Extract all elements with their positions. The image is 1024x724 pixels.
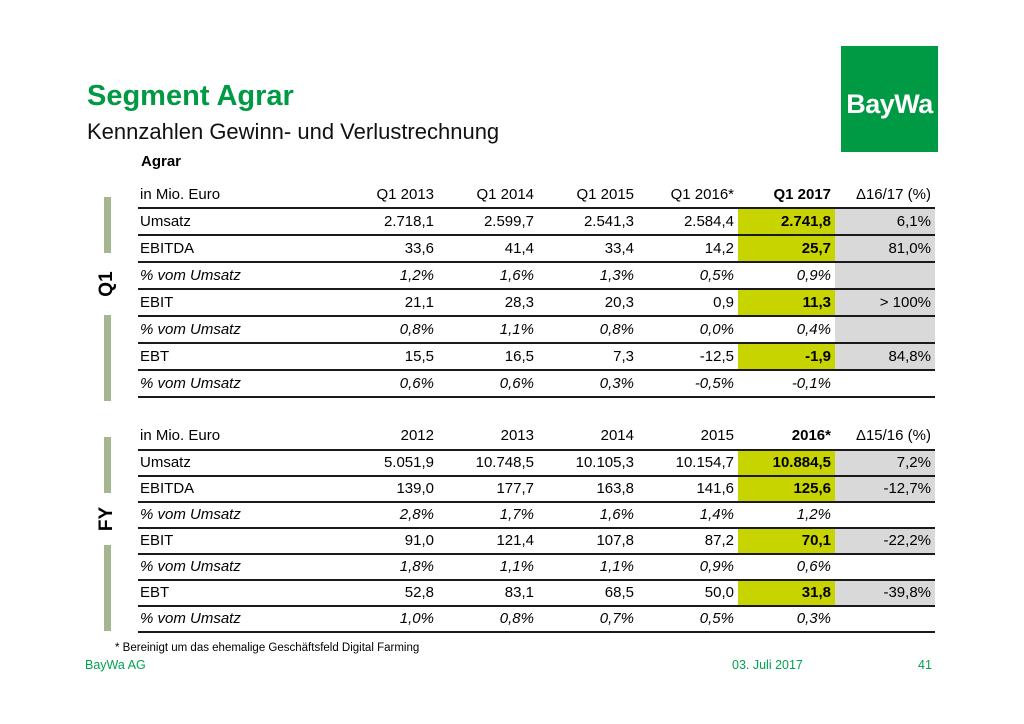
column-header: in Mio. Euro bbox=[138, 424, 338, 450]
table-row bbox=[138, 289, 935, 316]
value-cell: 10.154,7 bbox=[638, 450, 738, 476]
value-cell: 15,5 bbox=[338, 343, 438, 370]
delta-cell: 84,8% bbox=[835, 343, 935, 370]
value-cell: 0,3% bbox=[738, 606, 835, 632]
value-cell: 0,6% bbox=[438, 370, 538, 397]
row-label: % vom Umsatz bbox=[138, 606, 338, 632]
value-cell: 1,1% bbox=[538, 554, 638, 580]
fy-rail-bar-top bbox=[104, 437, 111, 493]
value-cell: 33,6 bbox=[338, 235, 438, 262]
value-cell: 0,5% bbox=[638, 262, 738, 289]
value-cell: 1,7% bbox=[438, 502, 538, 528]
column-header: Q1 2016* bbox=[638, 184, 738, 208]
footer-date: 03. Juli 2017 bbox=[732, 658, 803, 672]
header-row bbox=[138, 184, 935, 208]
value-cell: 10.748,5 bbox=[438, 450, 538, 476]
table-row bbox=[138, 528, 935, 554]
row-label: Umsatz bbox=[138, 450, 338, 476]
value-cell: 70,1 bbox=[738, 528, 835, 554]
value-cell: 0,7% bbox=[538, 606, 638, 632]
delta-cell: 81,0% bbox=[835, 235, 935, 262]
table-row bbox=[138, 554, 935, 580]
row-label: EBT bbox=[138, 343, 338, 370]
delta-cell bbox=[835, 554, 935, 580]
value-cell: 1,6% bbox=[438, 262, 538, 289]
value-cell: -12,5 bbox=[638, 343, 738, 370]
delta-cell: 6,1% bbox=[835, 208, 935, 235]
page-subtitle: Kennzahlen Gewinn- und Verlustrechnung bbox=[87, 119, 500, 144]
value-cell: 14,2 bbox=[638, 235, 738, 262]
value-cell: 68,5 bbox=[538, 580, 638, 606]
value-cell: 0,4% bbox=[738, 316, 835, 343]
q1-section-label: Q1 bbox=[96, 271, 117, 297]
value-cell: -0,5% bbox=[638, 370, 738, 397]
value-cell: 33,4 bbox=[538, 235, 638, 262]
value-cell: 10.884,5 bbox=[738, 450, 835, 476]
row-label: EBIT bbox=[138, 528, 338, 554]
value-cell: 7,3 bbox=[538, 343, 638, 370]
footer-page-number: 41 bbox=[918, 658, 932, 672]
table-row bbox=[138, 476, 935, 502]
value-cell: 2.599,7 bbox=[438, 208, 538, 235]
value-cell: 28,3 bbox=[438, 289, 538, 316]
value-cell: -1,9 bbox=[738, 343, 835, 370]
delta-cell bbox=[835, 502, 935, 528]
column-header: Δ15/16 (%) bbox=[835, 424, 935, 450]
baywa-logo bbox=[841, 46, 938, 152]
header-row bbox=[138, 424, 935, 450]
footer-company: BayWa AG bbox=[85, 658, 146, 672]
delta-cell bbox=[835, 316, 935, 343]
value-cell: 20,3 bbox=[538, 289, 638, 316]
value-cell: 141,6 bbox=[638, 476, 738, 502]
value-cell: 2.741,8 bbox=[738, 208, 835, 235]
row-label: % vom Umsatz bbox=[138, 262, 338, 289]
table-row bbox=[138, 316, 935, 343]
delta-cell bbox=[835, 262, 935, 289]
value-cell: 10.105,3 bbox=[538, 450, 638, 476]
value-cell: 1,2% bbox=[338, 262, 438, 289]
table-row bbox=[138, 370, 935, 397]
table-row bbox=[138, 502, 935, 528]
delta-cell bbox=[835, 370, 935, 397]
table-row bbox=[138, 580, 935, 606]
table-row bbox=[138, 450, 935, 476]
page-title: Segment Agrar bbox=[87, 80, 294, 112]
value-cell: 83,1 bbox=[438, 580, 538, 606]
column-header: 2012 bbox=[338, 424, 438, 450]
column-header: Q1 2017 bbox=[738, 184, 835, 208]
value-cell: 121,4 bbox=[438, 528, 538, 554]
row-label: % vom Umsatz bbox=[138, 316, 338, 343]
fy-section-label: FY bbox=[96, 506, 117, 532]
delta-cell: -12,7% bbox=[835, 476, 935, 502]
value-cell: 1,0% bbox=[338, 606, 438, 632]
table-row bbox=[138, 262, 935, 289]
row-label: % vom Umsatz bbox=[138, 554, 338, 580]
column-header: 2014 bbox=[538, 424, 638, 450]
row-label: % vom Umsatz bbox=[138, 370, 338, 397]
value-cell: 0,0% bbox=[638, 316, 738, 343]
value-cell: 31,8 bbox=[738, 580, 835, 606]
q1-kpi-table bbox=[138, 184, 935, 398]
fy-kpi-table bbox=[138, 424, 935, 633]
value-cell: 0,8% bbox=[438, 606, 538, 632]
row-label: EBITDA bbox=[138, 235, 338, 262]
value-cell: 50,0 bbox=[638, 580, 738, 606]
column-header: Q1 2014 bbox=[438, 184, 538, 208]
value-cell: 125,6 bbox=[738, 476, 835, 502]
value-cell: 0,9% bbox=[638, 554, 738, 580]
value-cell: 1,2% bbox=[738, 502, 835, 528]
row-label: EBIT bbox=[138, 289, 338, 316]
fy-rail-bar-bottom bbox=[104, 545, 111, 631]
value-cell: 1,1% bbox=[438, 554, 538, 580]
column-header: in Mio. Euro bbox=[138, 184, 338, 208]
column-header: 2016* bbox=[738, 424, 835, 450]
delta-cell: > 100% bbox=[835, 289, 935, 316]
table-row bbox=[138, 606, 935, 632]
column-header: Δ16/17 (%) bbox=[835, 184, 935, 208]
value-cell: 1,6% bbox=[538, 502, 638, 528]
value-cell: 41,4 bbox=[438, 235, 538, 262]
row-label: EBITDA bbox=[138, 476, 338, 502]
table-row bbox=[138, 208, 935, 235]
baywa-logo-text: BayWa bbox=[846, 88, 933, 119]
value-cell: 0,5% bbox=[638, 606, 738, 632]
value-cell: 139,0 bbox=[338, 476, 438, 502]
value-cell: 0,8% bbox=[338, 316, 438, 343]
footnote: * Bereinigt um das ehemalige Geschäftsfeld Digital Farming bbox=[115, 642, 420, 654]
value-cell: 91,0 bbox=[338, 528, 438, 554]
q1-rail-bar-bottom bbox=[104, 315, 111, 401]
value-cell: 2.584,4 bbox=[638, 208, 738, 235]
value-cell: 2.541,3 bbox=[538, 208, 638, 235]
value-cell: 0,6% bbox=[338, 370, 438, 397]
delta-cell bbox=[835, 606, 935, 632]
value-cell: 0,9% bbox=[738, 262, 835, 289]
table-row bbox=[138, 235, 935, 262]
value-cell: 0,8% bbox=[538, 316, 638, 343]
value-cell: 5.051,9 bbox=[338, 450, 438, 476]
value-cell: 2.718,1 bbox=[338, 208, 438, 235]
value-cell: 163,8 bbox=[538, 476, 638, 502]
delta-cell: -22,2% bbox=[835, 528, 935, 554]
value-cell: 0,9 bbox=[638, 289, 738, 316]
row-label: EBT bbox=[138, 580, 338, 606]
table-row bbox=[138, 343, 935, 370]
value-cell: 177,7 bbox=[438, 476, 538, 502]
q1-rail-bar-top bbox=[104, 197, 111, 253]
value-cell: 0,6% bbox=[738, 554, 835, 580]
value-cell: 87,2 bbox=[638, 528, 738, 554]
column-header: 2015 bbox=[638, 424, 738, 450]
value-cell: 107,8 bbox=[538, 528, 638, 554]
delta-cell: -39,8% bbox=[835, 580, 935, 606]
value-cell: 0,3% bbox=[538, 370, 638, 397]
delta-cell: 7,2% bbox=[835, 450, 935, 476]
value-cell: 11,3 bbox=[738, 289, 835, 316]
value-cell: 1,3% bbox=[538, 262, 638, 289]
row-label: % vom Umsatz bbox=[138, 502, 338, 528]
table-caption: Agrar bbox=[141, 153, 182, 170]
value-cell: 1,4% bbox=[638, 502, 738, 528]
column-header: 2013 bbox=[438, 424, 538, 450]
column-header: Q1 2013 bbox=[338, 184, 438, 208]
value-cell: 21,1 bbox=[338, 289, 438, 316]
value-cell: 52,8 bbox=[338, 580, 438, 606]
value-cell: -0,1% bbox=[738, 370, 835, 397]
value-cell: 1,8% bbox=[338, 554, 438, 580]
value-cell: 16,5 bbox=[438, 343, 538, 370]
column-header: Q1 2015 bbox=[538, 184, 638, 208]
value-cell: 1,1% bbox=[438, 316, 538, 343]
value-cell: 2,8% bbox=[338, 502, 438, 528]
row-label: Umsatz bbox=[138, 208, 338, 235]
value-cell: 25,7 bbox=[738, 235, 835, 262]
